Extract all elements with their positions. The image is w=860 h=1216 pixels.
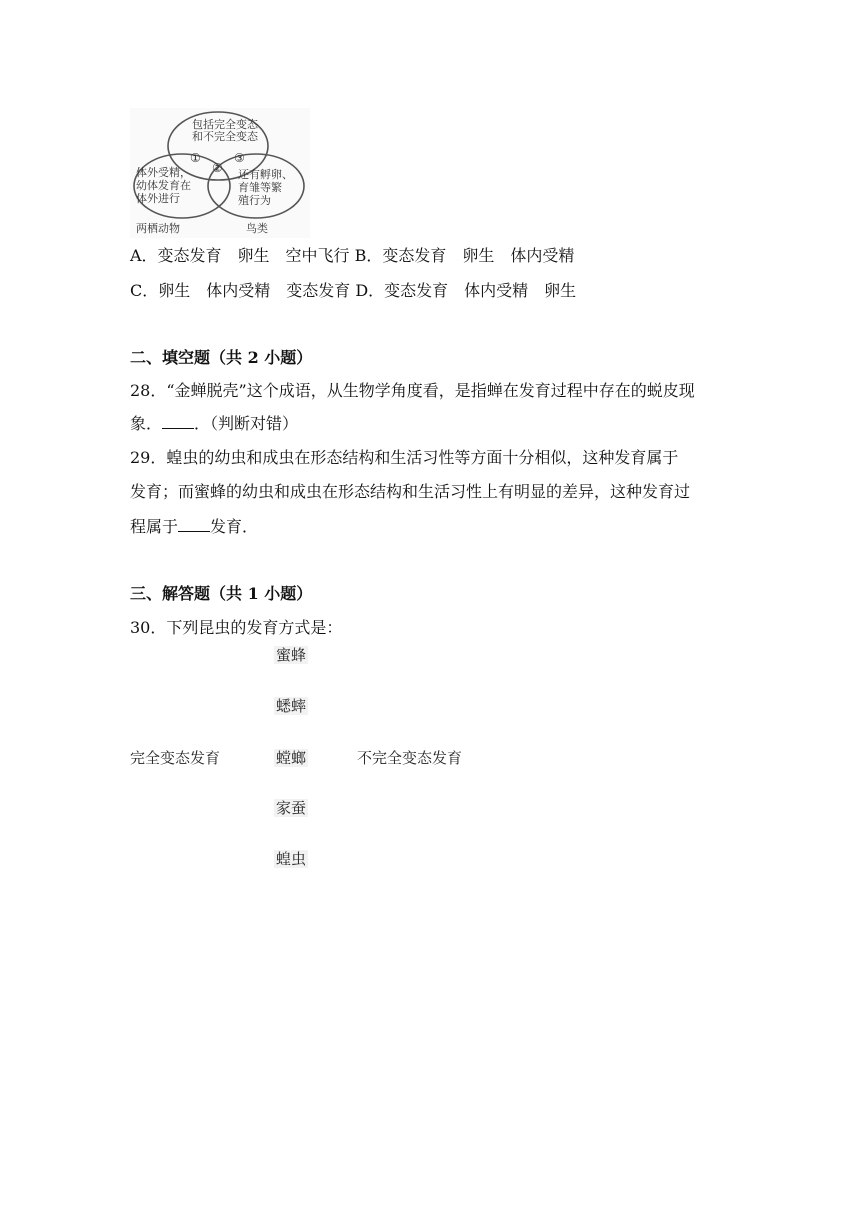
q29-answer-blank[interactable]	[178, 517, 210, 532]
insect-locust[interactable]: 蝗虫	[276, 850, 307, 868]
q29-text-a: 程属于	[130, 517, 179, 536]
q28-line1: 28．“金蝉脱壳”这个成语，从生物学角度看，是指蝉在发育过程中存在的蜕皮现	[130, 381, 695, 400]
venn-right-text-3: 殖行为	[238, 194, 271, 207]
q29-line3	[130, 517, 258, 537]
q28-text-a: 象．	[130, 414, 163, 433]
q28-line2	[130, 414, 298, 434]
q29-text-b: 发育．	[210, 517, 259, 536]
insect-mantis[interactable]: 螳螂	[276, 749, 307, 767]
insect-cricket[interactable]: 蟋蟀	[276, 697, 307, 715]
venn-right-text-2: 育雏等繁	[238, 181, 282, 194]
venn-left-text-3: 体外进行	[136, 192, 180, 205]
insect-bee[interactable]: 蜜蜂	[276, 646, 307, 664]
venn-region-3: ③	[234, 151, 245, 165]
venn-top-text-2: 和不完全变态	[192, 130, 258, 143]
venn-left-text-1: 体外受精，	[136, 166, 191, 179]
venn-left-caption: 两栖动物	[136, 222, 180, 235]
venn-diagram	[130, 108, 310, 238]
option-line-cd: C．卵生 体内受精 变态发育 D．变态发育 体内受精 卵生	[130, 281, 577, 300]
q29-line2: 发育；而蜜蜂的幼虫和成虫在形态结构和生活习性上有明显的差异，这种发育过	[130, 482, 691, 501]
venn-right-text-1: 还有孵卵、	[238, 168, 293, 181]
venn-region-1: ①	[190, 151, 201, 165]
section2-heading: 二、填空题（共 2 小题）	[130, 348, 313, 367]
q29-line1: 29．蝗虫的幼虫和成虫在形态结构和生活习性等方面十分相似，这种发育属于	[130, 448, 679, 467]
q28-text-b: ．（判断对错）	[194, 414, 299, 433]
q28-answer-blank[interactable]	[162, 414, 194, 429]
option-line-ab: A．变态发育 卵生 空中飞行 B．变态发育 卵生 体内受精	[130, 246, 575, 265]
section3-heading: 三、解答题（共 1 小题）	[130, 584, 313, 603]
q30-text: 30．下列昆虫的发育方式是：	[130, 618, 343, 637]
venn-top-text-1: 包括完全变态	[192, 118, 258, 131]
venn-right-caption: 鸟类	[246, 222, 268, 235]
venn-left-text-2: 幼体发育在	[136, 179, 191, 192]
venn-region-2: ②	[212, 161, 223, 175]
insect-silkworm[interactable]: 家蚕	[276, 799, 307, 817]
complete-metamorphosis-label[interactable]: 完全变态发育	[130, 749, 221, 767]
incomplete-metamorphosis-label[interactable]: 不完全变态发育	[357, 749, 463, 767]
